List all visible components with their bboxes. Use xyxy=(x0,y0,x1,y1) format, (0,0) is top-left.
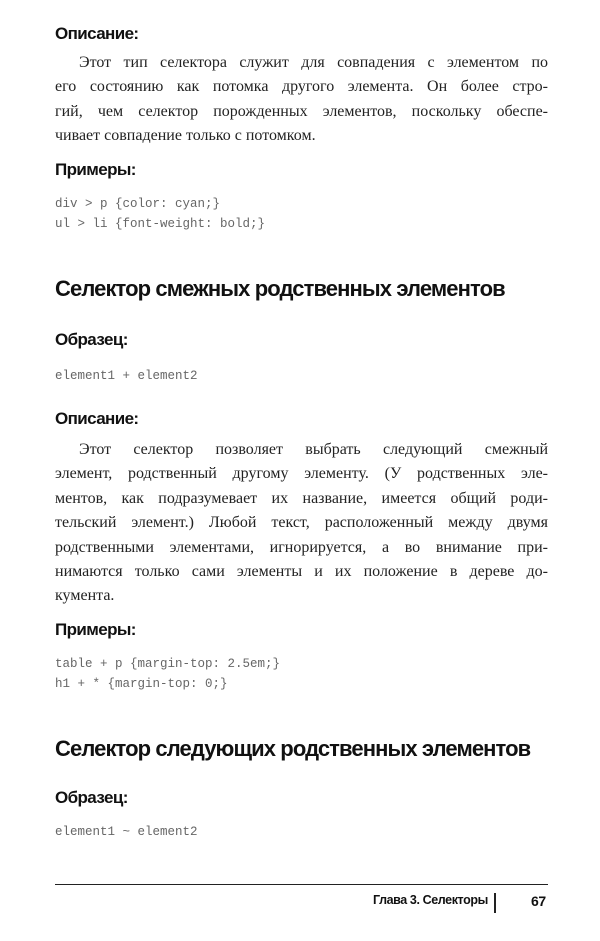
footer-separator xyxy=(494,893,496,913)
examples-heading: Примеры: xyxy=(55,160,136,179)
description-paragraph xyxy=(55,51,548,149)
paragraph-line: Этот селектор позволяет выбрать следующий смежный xyxy=(79,441,548,458)
paragraph-line: гий, чем селектор порожденных элементов, поскольку обеспе- xyxy=(55,102,548,120)
paragraph-line: Этот тип селектора служит для совпадения с элементом по xyxy=(79,54,548,71)
code-example xyxy=(55,654,548,694)
paragraph-line: родственными элементами, игнорируется, а во внимание при- xyxy=(55,538,548,556)
footer-rule xyxy=(55,884,548,885)
description-heading: Описание: xyxy=(55,409,139,428)
code-line: ul > li {font-weight: bold;} xyxy=(55,217,266,231)
paragraph-line: ментов, как подразумевает их название, имеется общий роди- xyxy=(55,489,548,507)
pattern-code: element1 ~ element2 xyxy=(55,825,198,839)
page-number: 67 xyxy=(531,893,546,909)
paragraph-line: нимаются только сами элементы и их положение в дереве до- xyxy=(55,563,548,581)
paragraph-line: его состоянию как потомка другого элемента. Он более стро- xyxy=(55,78,548,96)
code-example xyxy=(55,194,548,234)
code-line: table + p {margin-top: 2.5em;} xyxy=(55,657,281,671)
examples-heading: Примеры: xyxy=(55,620,136,639)
paragraph-line: элемент, родственный другому элементу. (У родственных эле- xyxy=(55,465,548,483)
description-heading: Описание: xyxy=(55,24,139,43)
pattern-heading: Образец: xyxy=(55,330,128,349)
code-line: h1 + * {margin-top: 0;} xyxy=(55,677,228,691)
paragraph-line: тельский элемент.) Любой текст, расположенный между двумя xyxy=(55,514,548,532)
section-title-adjacent: Селектор смежных родственных элементов xyxy=(55,276,505,301)
section-title-general: Селектор следующих родственных элементов xyxy=(55,736,531,761)
footer-chapter: Глава 3. Селекторы xyxy=(373,893,488,907)
description-paragraph xyxy=(55,438,548,609)
code-line: div > p {color: cyan;} xyxy=(55,197,221,211)
pattern-code: element1 + element2 xyxy=(55,369,198,383)
paragraph-line: чивает совпадение только с потомком. xyxy=(55,127,316,145)
paragraph-line: кумента. xyxy=(55,587,115,605)
pattern-heading: Образец: xyxy=(55,788,128,807)
